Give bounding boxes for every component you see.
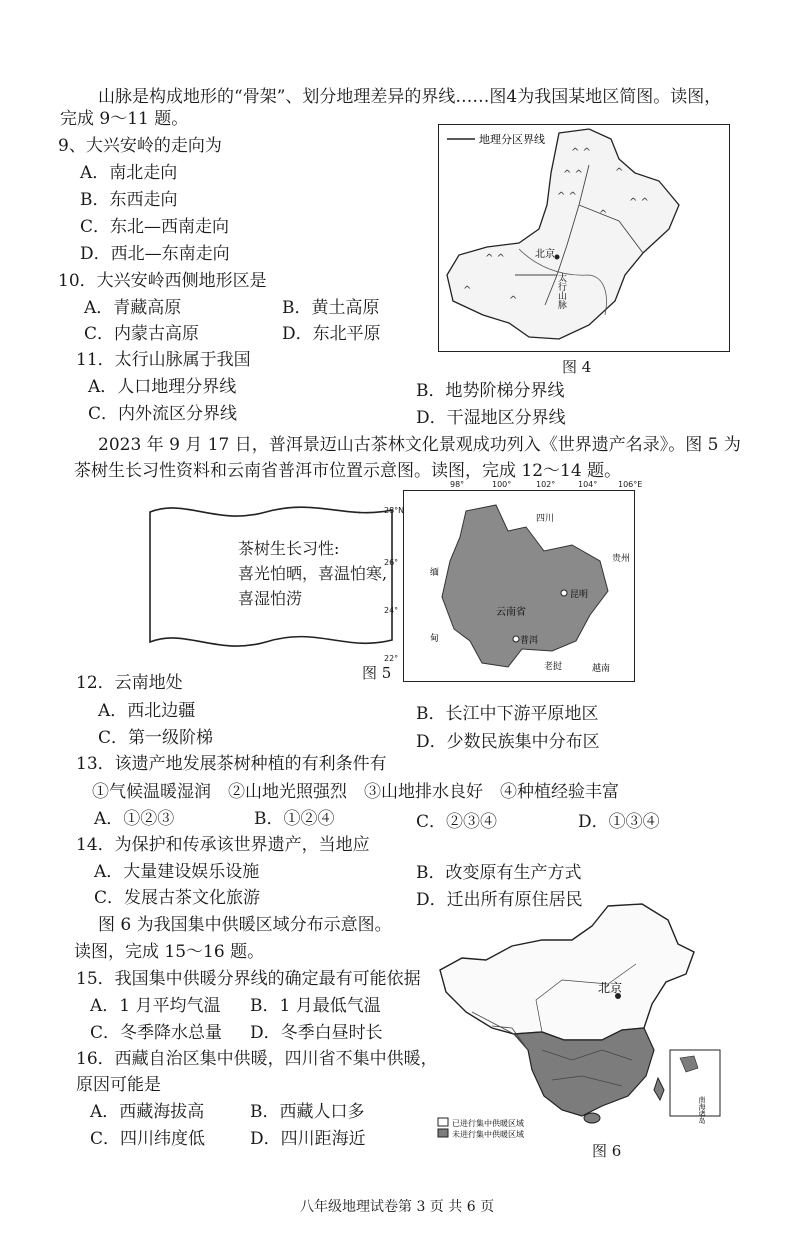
q9-option-c[interactable]: C．东北—西南走向 <box>80 217 230 237</box>
intro3-line-2: 读图，完成 15～16 题。 <box>74 942 265 962</box>
fig5-lat-ticks: 28°N 26° 24° 22° <box>384 506 405 663</box>
q15-option-a[interactable]: A．1 月平均气温 <box>90 996 221 1016</box>
q13-option-a[interactable]: A．①②③ <box>94 809 175 829</box>
fig5-kunming-label: 昆明 <box>570 590 589 600</box>
fig6-legend-unheated: 未进行集中供暖区域 <box>452 1130 524 1139</box>
q10-option-c[interactable]: C．内蒙古高原 <box>84 324 200 344</box>
intro3-line-1: 图 6 为我国集中供暖区域分布示意图。 <box>98 915 392 935</box>
q15-stem: 15．我国集中供暖分界线的确定最有可能依据 <box>76 969 421 989</box>
q10-stem: 10．大兴安岭西侧地形区是 <box>58 271 267 291</box>
q16-option-a[interactable]: A．西藏海拔高 <box>90 1102 205 1122</box>
svg-text:^ ^: ^ ^ <box>563 169 583 180</box>
q11-option-d[interactable]: D．干湿地区分界线 <box>416 408 566 428</box>
fig4-taihang-label: 太行山脉 <box>556 273 566 309</box>
svg-text:^: ^ <box>615 167 624 178</box>
fig5-lon-ticks: 98° 100° 102° 104° 106°E <box>450 480 643 489</box>
svg-text:^ ^: ^ ^ <box>485 253 505 264</box>
intro-line-2: 完成 9～11 题。 <box>60 109 189 129</box>
fig5-burma1-label: 缅 <box>430 568 440 578</box>
tea-title: 茶树生长习性: <box>238 539 340 558</box>
q11-option-a[interactable]: A．人口地理分界线 <box>88 377 237 397</box>
q16-option-d[interactable]: D．四川距海近 <box>250 1129 366 1149</box>
figure-5-map <box>403 490 635 682</box>
q9-stem: 9、大兴安岭的走向为 <box>58 136 222 156</box>
q9-option-b[interactable]: B．东西走向 <box>80 190 178 210</box>
q12-option-a[interactable]: A．西北边疆 <box>98 701 196 721</box>
q9-option-d[interactable]: D．西北—东南走向 <box>80 244 230 264</box>
svg-text:^ ^: ^ ^ <box>629 197 649 208</box>
q14-stem: 14．为保护和传承该世界遗产，当地应 <box>76 835 370 855</box>
figure-6-china-heating-map <box>432 900 738 1140</box>
q14-option-a[interactable]: A．大量建设娱乐设施 <box>94 862 260 882</box>
fig6-legend-heated: 已进行集中供暖区域 <box>452 1119 524 1128</box>
figure-4-caption: 图 4 <box>562 358 592 376</box>
q16-stem-2: 原因可能是 <box>76 1075 161 1095</box>
q9-option-a[interactable]: A．南北走向 <box>80 163 178 183</box>
tea-line-1: 喜光怕晒，喜温怕寒, <box>238 564 388 583</box>
q16-option-c[interactable]: C．四川纬度低 <box>90 1129 206 1149</box>
q12-option-d[interactable]: D．少数民族集中分布区 <box>416 732 600 752</box>
q10-option-b[interactable]: B．黄土高原 <box>282 298 380 318</box>
fig6-beijing-label: 北京 <box>598 981 623 995</box>
q11-option-b[interactable]: B．地势阶梯分界线 <box>416 381 565 401</box>
fig5-vietnam-label: 越南 <box>592 664 611 674</box>
q14-option-b[interactable]: B．改变原有生产方式 <box>416 863 582 883</box>
fig5-puer-label: 普洱 <box>520 636 539 646</box>
q13-option-b[interactable]: B．①②④ <box>254 809 335 829</box>
q13-option-d[interactable]: D．①③④ <box>578 812 660 832</box>
page-footer: 八年级地理试卷第 3 页 共 6 页 <box>300 1199 495 1215</box>
figure-4-map <box>438 124 730 352</box>
fig5-laos-label: 老挝 <box>544 662 563 672</box>
fig4-legend: 地理分区界线 <box>479 133 545 146</box>
fig4-beijing-label: 北京 <box>535 249 555 260</box>
q15-option-d[interactable]: D．冬季白昼时长 <box>250 1023 383 1043</box>
northern-china-map <box>439 125 729 351</box>
fig6-inset-label: 南海诸岛 <box>698 1096 706 1124</box>
q15-option-c[interactable]: C．冬季降水总量 <box>90 1023 223 1043</box>
figure-5-caption: 图 5 <box>362 664 392 682</box>
yunnan-map <box>404 491 634 681</box>
q16-stem: 16．西藏自治区集中供暖，四川省不集中供暖， <box>76 1049 438 1069</box>
q13-stem: 13．该遗产地发展茶树种植的有利条件有 <box>76 754 387 774</box>
fig5-guizhou-label: 贵州 <box>612 554 631 564</box>
svg-text:^: ^ <box>599 209 608 220</box>
fig5-sichuan-label: 四川 <box>536 514 555 524</box>
svg-text:^ ^: ^ ^ <box>571 147 591 158</box>
q12-stem: 12．云南地处 <box>76 673 183 693</box>
q14-option-c[interactable]: C．发展古茶文化旅游 <box>94 888 261 908</box>
q11-stem: 11．太行山脉属于我国 <box>76 350 251 370</box>
q16-option-b[interactable]: B．西藏人口多 <box>250 1102 365 1122</box>
fig5-yunnan-label: 云南省 <box>496 607 526 618</box>
q15-option-b[interactable]: B．1 月最低气温 <box>250 996 381 1016</box>
svg-text:^: ^ <box>509 295 518 306</box>
q13-option-c[interactable]: C．②③④ <box>416 812 498 832</box>
q10-option-a[interactable]: A．青藏高原 <box>84 298 182 318</box>
svg-text:^ ^: ^ ^ <box>557 191 577 202</box>
q11-option-c[interactable]: C．内外流区分界线 <box>88 404 238 424</box>
tea-line-2: 喜湿怕涝 <box>238 589 303 608</box>
q12-option-c[interactable]: C．第一级阶梯 <box>98 728 214 748</box>
svg-text:^: ^ <box>463 285 472 296</box>
intro2-line-2: 茶树生长习性资料和云南省普洱市位置示意图。读图，完成 12～14 题。 <box>74 461 622 481</box>
q13-items: ①气候温暖湿润 ②山地光照强烈 ③山地排水良好 ④种植经验丰富 <box>92 782 619 802</box>
fig5-burma2-label: 甸 <box>430 634 440 644</box>
q10-option-d[interactable]: D．东北平原 <box>282 324 381 344</box>
figure-6-caption: 图 6 <box>592 1142 622 1160</box>
q14-option-d[interactable]: D．迁出所有原住居民 <box>416 890 583 910</box>
intro-line-1: 山脉是构成地形的“骨架”、划分地理差异的界线……图4为我国某地区简图。读图， <box>98 87 722 107</box>
q12-option-b[interactable]: B．长江中下游平原地区 <box>416 704 599 724</box>
intro2-line-1: 2023 年 9 月 17 日，普洱景迈山古茶林文化景观成功列入《世界遗产名录》。图 5 为 <box>98 435 741 455</box>
